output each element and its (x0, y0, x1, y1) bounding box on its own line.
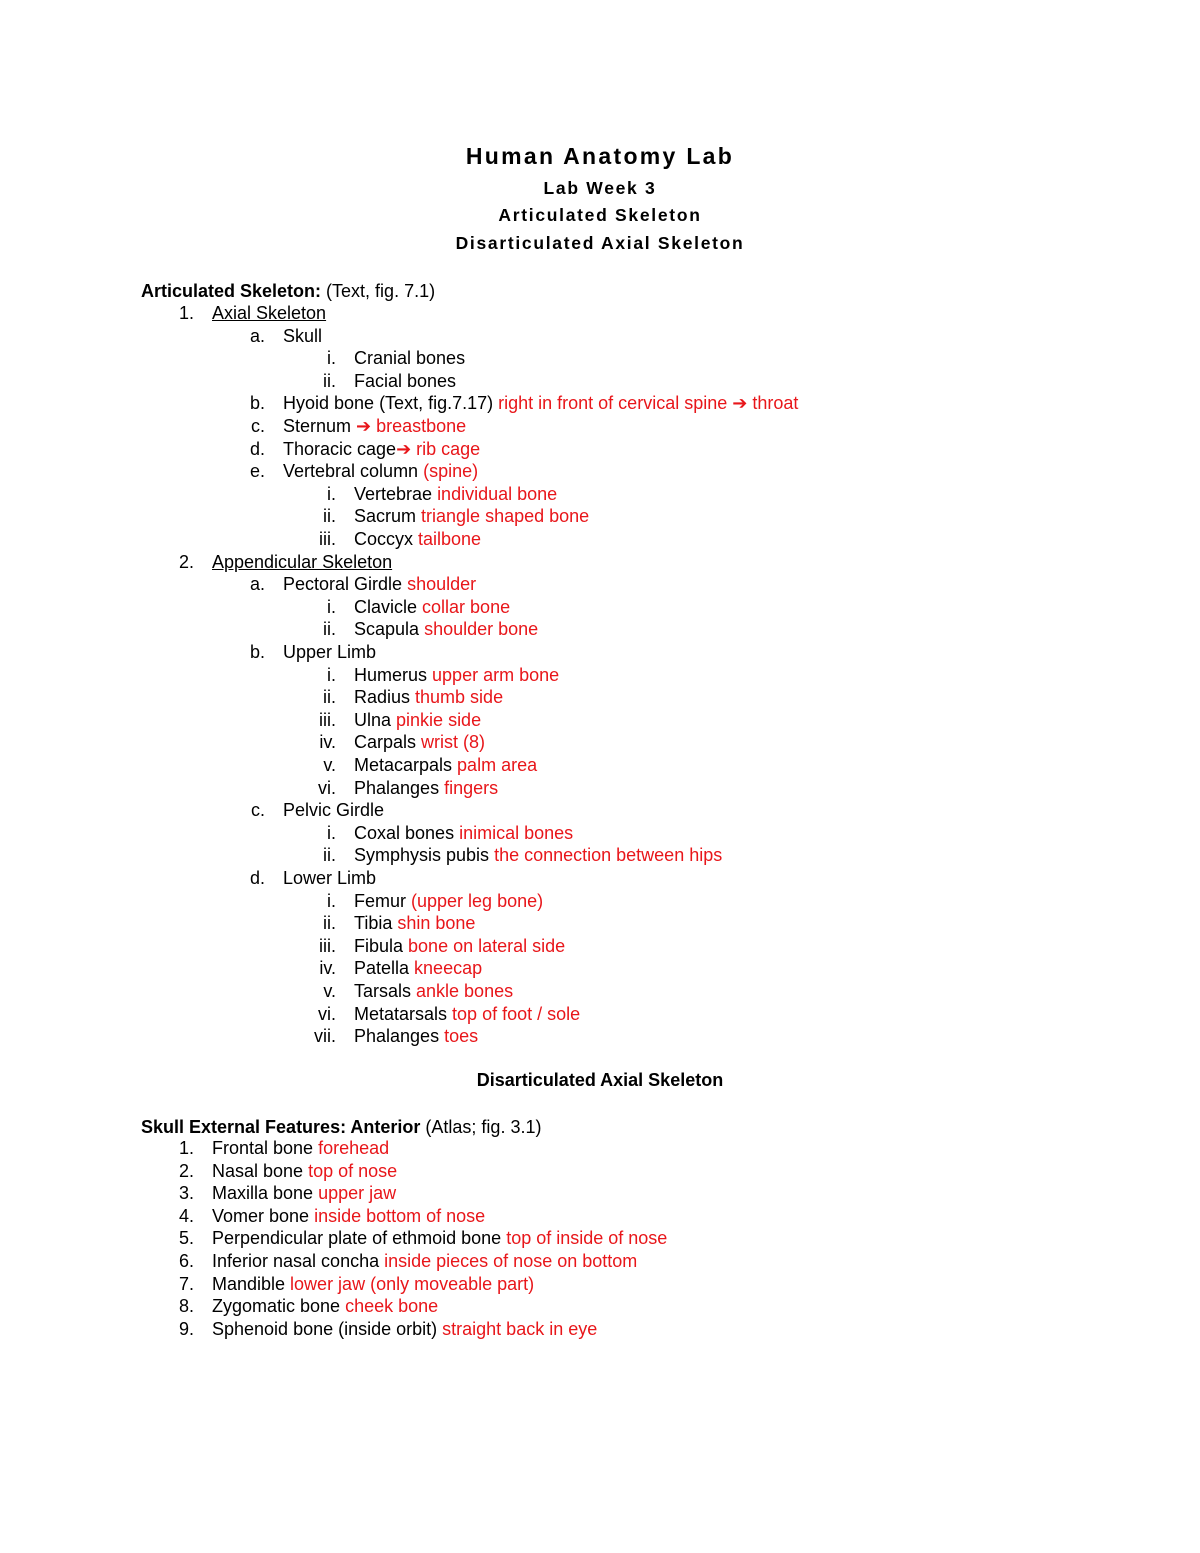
list-marker: b. (249, 393, 265, 414)
list-item (0, 370, 1200, 393)
list-item (0, 528, 1200, 551)
item-text: Phalanges (354, 1026, 445, 1047)
item-text: Facial bones (354, 370, 457, 391)
subtitle-disarticulated: Disarticulated Axial Skeleton (455, 233, 745, 253)
list-marker: i. (327, 348, 336, 369)
item-note: wrist (8) (421, 732, 486, 753)
list-item-content (212, 1227, 667, 1250)
heading-label: Skull External Features: Anterior (141, 1117, 421, 1137)
list-item (0, 618, 1200, 641)
list-item-content (212, 1160, 397, 1183)
item-text: Lower Limb (283, 868, 377, 888)
heading-label: Articulated Skeleton: (141, 281, 322, 301)
section-heading-disarticulated: Disarticulated Axial Skeleton (476, 1070, 724, 1090)
list-item (0, 1273, 1200, 1296)
list-item-content (283, 460, 478, 483)
list-marker: i. (327, 483, 336, 504)
list-marker: c. (250, 416, 265, 436)
list-item-content (354, 777, 498, 800)
list-marker: i. (327, 664, 336, 685)
item-text: Metatarsals (354, 1003, 453, 1024)
list-item-content (283, 641, 376, 664)
item-note: shin bone (397, 913, 476, 934)
list-marker: iv. (319, 732, 336, 753)
list-item-content (283, 573, 476, 596)
item-note: rib cage (411, 438, 481, 459)
item-text: Frontal bone (212, 1138, 319, 1158)
item-text: Vomer bone (212, 1205, 315, 1226)
list-item (0, 912, 1200, 935)
list-item-content (212, 1182, 396, 1205)
item-note: kneecap (414, 958, 483, 979)
item-text: Pelvic Girdle (283, 800, 385, 821)
item-text: Coccyx (354, 529, 419, 549)
item-text: Sphenoid bone (inside orbit) (212, 1318, 443, 1339)
item-note: tailbone (418, 529, 482, 549)
list-item-content (354, 505, 589, 528)
item-text: Hyoid bone (Text, fig.7.17) (283, 393, 499, 414)
list-item-content (283, 799, 384, 822)
item-text: Pectoral Girdle (283, 574, 408, 595)
list-item-content (354, 844, 722, 867)
list-item-content (354, 754, 537, 777)
list-item (0, 1137, 1200, 1160)
item-text: Humerus (354, 664, 433, 685)
list-marker: a. (249, 574, 265, 595)
list-item (0, 460, 1200, 483)
list-item (0, 641, 1200, 664)
list-item-content (354, 370, 456, 393)
list-marker: 6. (178, 1251, 194, 1271)
item-text: Sacrum (354, 506, 422, 527)
list-item-content (354, 347, 465, 370)
list-item (0, 1025, 1200, 1048)
section-heading-articulated (141, 280, 435, 303)
list-item-content (354, 912, 475, 935)
item-note: (spine) (423, 461, 479, 482)
list-marker: vii. (314, 1026, 336, 1047)
heading-reference: (Text, fig. 7.1) (321, 281, 436, 301)
item-text: Tibia (354, 913, 398, 934)
item-note: upper jaw (318, 1183, 397, 1204)
list-marker: 7. (178, 1273, 194, 1294)
item-text: Perpendicular plate of ethmoid bone (212, 1228, 507, 1249)
list-item-content (283, 415, 466, 438)
list-marker: ii. (323, 845, 336, 866)
list-item-content (212, 1295, 438, 1318)
list-marker: ii. (323, 687, 336, 708)
item-note: top of nose (308, 1160, 398, 1181)
item-note: right in front of cervical spine (498, 393, 733, 414)
arrow-icon: ➔ (356, 416, 372, 436)
list-marker: vi. (318, 1003, 336, 1024)
list-marker: 1. (178, 1138, 194, 1158)
item-note: bone on lateral side (408, 935, 566, 956)
list-item (0, 483, 1200, 506)
list-item (0, 777, 1200, 800)
list-item-content (212, 1205, 485, 1228)
item-text: Inferior nasal concha (212, 1251, 385, 1271)
item-note: lower jaw (only moveable part) (290, 1273, 535, 1294)
item-text: Carpals (354, 732, 422, 753)
list-marker: 2. (178, 1160, 194, 1181)
list-item (0, 844, 1200, 867)
list-item-content (283, 438, 480, 461)
list-marker: i. (327, 822, 336, 843)
list-item (0, 551, 1200, 574)
list-marker: d. (249, 868, 265, 888)
list-item (0, 1227, 1200, 1250)
item-text: Zygomatic bone (212, 1296, 346, 1317)
list-item (0, 392, 1200, 415)
item-text: Patella (354, 958, 415, 979)
item-note: ankle bones (416, 981, 514, 1001)
item-note: fingers (444, 777, 499, 798)
list-item (0, 664, 1200, 687)
item-text: Symphysis pubis (354, 845, 495, 866)
item-text: Coxal bones (354, 822, 460, 843)
item-note: shoulder bone (424, 619, 539, 640)
list-item (0, 1182, 1200, 1205)
list-item-content (354, 980, 513, 1003)
item-text: Sternum (283, 416, 357, 436)
item-text: Appendicular Skeleton (212, 551, 393, 572)
list-item-content (354, 528, 481, 551)
list-item (0, 799, 1200, 822)
item-text: Thoracic cage (283, 438, 397, 459)
item-note: forehead (318, 1138, 390, 1158)
list-marker: 2. (178, 551, 194, 572)
list-marker: iii. (319, 529, 336, 549)
list-item (0, 686, 1200, 709)
list-marker: v. (323, 981, 336, 1001)
subtitle-articulated: Articulated Skeleton (498, 205, 702, 225)
item-text: Fibula (354, 935, 409, 956)
list-marker: v. (323, 755, 336, 775)
list-item (0, 1295, 1200, 1318)
list-item (0, 980, 1200, 1003)
item-note: straight back in eye (442, 1318, 598, 1339)
list-marker: 1. (178, 303, 194, 323)
list-item-content (354, 618, 538, 641)
list-item (0, 731, 1200, 754)
list-item-content (354, 935, 565, 958)
list-item (0, 415, 1200, 438)
list-marker: ii. (323, 619, 336, 640)
item-note: toes (444, 1026, 479, 1047)
list-item-content (354, 596, 510, 619)
item-text: Clavicle (354, 596, 423, 617)
list-marker: ii. (323, 506, 336, 527)
list-item (0, 1250, 1200, 1273)
list-item-content (354, 1003, 580, 1026)
list-item-content (354, 731, 485, 754)
item-text: Scapula (354, 619, 425, 640)
item-text: Phalanges (354, 777, 445, 798)
item-note: pinkie side (396, 709, 482, 730)
list-marker: a. (249, 325, 265, 346)
list-item-content (212, 1318, 597, 1341)
list-item (0, 1003, 1200, 1026)
item-note: (upper leg bone) (411, 890, 544, 911)
document-title: Human Anatomy Lab (465, 143, 735, 169)
list-item-content (354, 709, 481, 732)
list-item-content (283, 392, 798, 415)
list-item (0, 1205, 1200, 1228)
list-item-content (354, 686, 503, 709)
item-note: top of foot / sole (452, 1003, 581, 1024)
item-note: individual bone (437, 483, 558, 504)
list-item-content (354, 664, 559, 687)
list-marker: c. (250, 800, 265, 821)
list-marker: 5. (178, 1228, 194, 1249)
arrow-icon: ➔ (732, 393, 748, 414)
list-item (0, 347, 1200, 370)
item-text: Cranial bones (354, 348, 466, 369)
item-text: Radius (354, 687, 416, 708)
item-text: Axial Skeleton (212, 303, 327, 323)
item-note: the connection between hips (494, 845, 723, 866)
list-item (0, 709, 1200, 732)
item-note: collar bone (422, 596, 511, 617)
list-marker: i. (327, 890, 336, 911)
list-marker: iv. (319, 958, 336, 979)
list-marker: vi. (318, 777, 336, 798)
list-marker: ii. (323, 370, 336, 391)
list-marker: 3. (178, 1183, 194, 1204)
list-item (0, 573, 1200, 596)
item-text: Metacarpals (354, 755, 458, 775)
item-text: Mandible (212, 1273, 291, 1294)
item-text: Vertebral column (283, 461, 424, 482)
list-item-content (354, 957, 482, 980)
list-item (0, 302, 1200, 325)
section-heading-skull (141, 1116, 541, 1139)
list-item (0, 890, 1200, 913)
item-text: Ulna (354, 709, 397, 730)
item-text: Skull (283, 325, 323, 346)
list-marker: i. (327, 596, 336, 617)
list-item (0, 957, 1200, 980)
item-note: thumb side (415, 687, 504, 708)
item-note: cheek bone (345, 1296, 439, 1317)
item-note: shoulder (407, 574, 477, 595)
item-text: Tarsals (354, 981, 417, 1001)
list-item-content (354, 822, 573, 845)
lab-week: Lab Week 3 (543, 178, 657, 198)
item-text: Upper Limb (283, 642, 377, 662)
item-note: inimical bones (459, 822, 574, 843)
list-item (0, 325, 1200, 348)
list-marker: 9. (178, 1318, 194, 1339)
item-text: Vertebrae (354, 483, 438, 504)
list-item-content (212, 1137, 389, 1160)
list-item-content (354, 483, 557, 506)
list-item-content (212, 551, 392, 574)
item-note: palm area (457, 755, 538, 775)
list-item-content (212, 1273, 534, 1296)
list-item-content (354, 890, 543, 913)
heading-reference: (Atlas; fig. 3.1) (420, 1117, 542, 1137)
list-marker: 8. (178, 1296, 194, 1317)
list-item (0, 754, 1200, 777)
list-item-content (354, 1025, 478, 1048)
item-text: Nasal bone (212, 1160, 309, 1181)
arrow-icon: ➔ (396, 438, 412, 459)
list-item (0, 1318, 1200, 1341)
list-item (0, 867, 1200, 890)
item-note: triangle shaped bone (421, 506, 590, 527)
list-marker: b. (249, 642, 265, 662)
list-item (0, 1160, 1200, 1183)
list-item (0, 596, 1200, 619)
list-item (0, 438, 1200, 461)
list-item-content (283, 325, 322, 348)
list-marker: ii. (323, 913, 336, 934)
item-note: upper arm bone (432, 664, 560, 685)
item-note: top of inside of nose (506, 1228, 668, 1249)
item-text: Maxilla bone (212, 1183, 319, 1204)
item-text: Femur (354, 890, 412, 911)
list-marker: iii. (319, 709, 336, 730)
list-item (0, 822, 1200, 845)
list-marker: e. (249, 461, 265, 482)
list-item-content (283, 867, 376, 890)
list-item-content (212, 1250, 637, 1273)
list-item-content (212, 302, 326, 325)
list-item (0, 505, 1200, 528)
list-item (0, 935, 1200, 958)
list-marker: 4. (178, 1205, 194, 1226)
item-note: inside bottom of nose (314, 1205, 486, 1226)
list-marker: d. (249, 438, 265, 459)
item-note: breastbone (371, 416, 467, 436)
item-note: throat (747, 393, 799, 414)
item-note: inside pieces of nose on bottom (384, 1251, 638, 1271)
list-marker: iii. (319, 935, 336, 956)
